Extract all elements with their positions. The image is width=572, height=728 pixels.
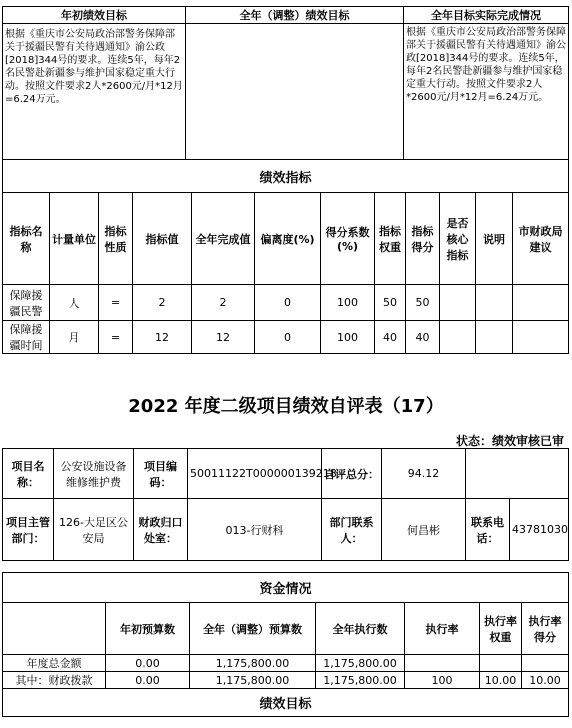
- perf-cell: 0: [255, 321, 321, 354]
- funds-header-executed: 全年执行数: [316, 603, 405, 655]
- funds-cell: 10.00: [480, 672, 522, 689]
- perf-header-value: 指标值: [133, 193, 192, 285]
- perf-cell: 人: [50, 285, 99, 321]
- perf-cell: 0: [255, 285, 321, 321]
- project-code-label: 项目编码：: [134, 449, 188, 499]
- project-dept-label: 项目主管部门：: [3, 499, 54, 561]
- perf-cell: [513, 285, 569, 321]
- perf-cell: 12: [192, 321, 255, 354]
- project-name: 公安设施设备维修维护费: [54, 449, 134, 499]
- funds-cell: 1,175,800.00: [316, 672, 405, 689]
- perf-cell: 50: [375, 285, 406, 321]
- perf-cell: 50: [406, 285, 440, 321]
- project-office-label: 财政归口处室：: [134, 499, 188, 561]
- perf-cell: =: [99, 321, 133, 354]
- funds-header-score: 执行率得分: [522, 603, 569, 655]
- funds-table: [2, 572, 569, 717]
- project-office: 013-行财科: [188, 499, 322, 561]
- perf-cell: [513, 321, 569, 354]
- goals-header-actual: 全年目标实际完成情况: [404, 7, 569, 24]
- status-label: 状态：绩效审核已审: [455, 434, 564, 448]
- perf-cell: 100: [321, 285, 375, 321]
- perf-cell: 100: [321, 321, 375, 354]
- report-title: 2022 年度二级项目绩效自评表（17）: [128, 396, 444, 417]
- perf-cell: 12: [133, 321, 192, 354]
- project-score: 94.12: [382, 449, 466, 499]
- project-dept: 126-大足区公安局: [54, 499, 134, 561]
- project-name-label: 项目名称：: [3, 449, 54, 499]
- funds-cell: 1,175,800.00: [190, 655, 316, 672]
- funds-row: [3, 672, 569, 689]
- funds-cell: 年度总金额: [3, 655, 106, 672]
- project-phone: 43781030: [510, 499, 569, 561]
- perf-header-name: 指标名称: [3, 193, 50, 285]
- perf-cell: 40: [406, 321, 440, 354]
- perf-cell: [476, 285, 513, 321]
- funds-cell: 0.00: [106, 655, 190, 672]
- perf-cell: 保障援疆民警: [3, 285, 50, 321]
- perf-header-deviation: 偏离度(%): [255, 193, 321, 285]
- perf-header-actual: 全年完成值: [192, 193, 255, 285]
- perf-cell: 保障援疆时间: [3, 321, 50, 354]
- funds-header-weight: 执行率权重: [480, 603, 522, 655]
- funds-header-initial: 年初预算数: [106, 603, 190, 655]
- funds-cell: 1,175,800.00: [316, 655, 405, 672]
- perf-header-suggest: 市财政局建议: [513, 193, 569, 285]
- funds-title: 资金情况: [3, 573, 569, 603]
- goals-adjusted-text: [186, 24, 404, 160]
- funds-header-rate: 执行率: [405, 603, 480, 655]
- perf-row: [3, 321, 569, 354]
- funds-cell: 0.00: [106, 672, 190, 689]
- perf-cell: [440, 321, 476, 354]
- funds-header-adjusted: 全年（调整）预算数: [190, 603, 316, 655]
- goals-header-initial: 年初绩效目标: [3, 7, 186, 24]
- project-blank: [466, 449, 569, 499]
- funds-header-blank: [3, 603, 106, 655]
- perf-header-unit: 计量单位: [50, 193, 99, 285]
- funds-row: [3, 655, 569, 672]
- funds-cell: [405, 655, 480, 672]
- goals-title: 绩效目标: [3, 689, 569, 717]
- perf-header-score: 指标得分: [406, 193, 440, 285]
- perf-cell: [476, 321, 513, 354]
- perf-header-nature: 指标性质: [99, 193, 133, 285]
- perf-table: [2, 159, 569, 354]
- goals-table: [2, 6, 569, 160]
- funds-cell: [522, 655, 569, 672]
- perf-cell: 2: [192, 285, 255, 321]
- funds-cell: 其中：财政拨款: [3, 672, 106, 689]
- funds-cell: 1,175,800.00: [190, 672, 316, 689]
- project-phone-label: 联系电话：: [466, 499, 510, 561]
- perf-cell: [440, 285, 476, 321]
- perf-header-coef: 得分系数(%): [321, 193, 375, 285]
- perf-cell: 月: [50, 321, 99, 354]
- funds-cell: 10.00: [522, 672, 569, 689]
- perf-header-core: 是否核心指标: [440, 193, 476, 285]
- funds-cell: [480, 655, 522, 672]
- perf-header-weight: 指标权重: [375, 193, 406, 285]
- project-code: 50011122T000000139218: [188, 449, 322, 499]
- project-table: [2, 448, 569, 561]
- project-contact: 何昌彬: [382, 499, 466, 561]
- goals-actual-text: 根据《重庆市公安局政治部警务保障部关于援疆民警有关待遇通知》渝公政[2018]344号的要求。连续5年，每年2名民警赴新疆参与维护国家稳定重大行动。按照文件要求2人*2600元/月*12月=6.24万元。: [404, 24, 569, 160]
- perf-header-note: 说明: [476, 193, 513, 285]
- perf-cell: 40: [375, 321, 406, 354]
- project-contact-label: 部门联系人：: [322, 499, 382, 561]
- funds-cell: 100: [405, 672, 480, 689]
- perf-cell: 2: [133, 285, 192, 321]
- perf-row: [3, 285, 569, 321]
- goals-initial-text: 根据《重庆市公安局政治部警务保障部关于援疆民警有关待遇通知》渝公政[2018]344号的要求。连续5年，每年2名民警赴新疆参与维护国家稳定重大行动。按照文件要求2人*2600元/月*12月=6.24万元。: [3, 24, 186, 160]
- project-score-label: 自评总分：: [322, 449, 382, 499]
- perf-title: 绩效指标: [3, 160, 569, 193]
- goals-header-adjusted: 全年（调整）绩效目标: [186, 7, 404, 24]
- perf-cell: =: [99, 285, 133, 321]
